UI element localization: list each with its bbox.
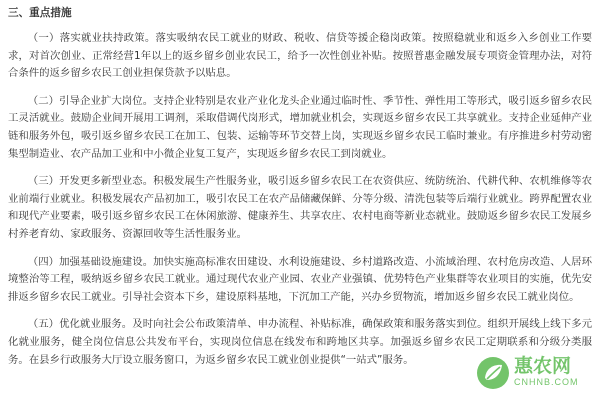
paragraph-employment-services: （五）优化就业服务。及时向社会公布政策清单、申办流程、补贴标准，确保政策和服务落实到位。组织开展线上线下多元化就业服务，健全岗位信息公共发布平台，实现岗位信息在线发布和跨地区共享。加强返乡留乡农民工定期联系和分级分类服务。在县乡行政服务大厅设立服务窗口，为返乡留乡农民工就业创业提供“一站式”服务。 [8,318,592,366]
section-heading: 三、重点措施 [8,7,72,19]
watermark-brand-name: 惠农网 [514,355,572,377]
paragraph-new-business-forms: （三）开发更多新型业态。积极发展生产性服务业，吸引返乡留乡农民工在农资供应、统防统治、代耕代种、农机维修等农业前端行业就业。积极发展农产品初加工，吸引农民工在农产品储藏保鲜、分等分级、清洗包装等后端行业就业。跨界配置农业和现代产业要素，吸引返乡留乡农民工在休闲旅游、健康养生、共享农庄、农村电商等新业态就业。鼓励返乡留乡农民工发展乡村养老育幼、家政服务、资源回收等生活性服务业。 [8,175,592,240]
paragraph-infrastructure: （四）加强基础设施建设。加快实施高标准农田建设、水利设施建设、乡村道路改造、小流域治理、农村危房改造、人居环境整治等工程，吸纳返乡留乡农民工就业。通过现代农业产业园、农业产业强镇、优势特色产业集群等农业项目的实施，优先安排返乡留乡农民工就业。引导社会资本下乡，建设原料基地，下沉加工产能，兴办乡贸物流，增加返乡留乡农民工就业岗位。 [8,255,592,303]
watermark-url: CNHNB.COM [514,377,579,387]
cnhnb-leaf-logo-icon [476,356,510,390]
site-watermark [476,354,596,392]
paragraph-enterprise-jobs: （二）引导企业扩大岗位。支持企业特别是农业产业化龙头企业通过临时性、季节性、弹性用工等形式，吸引返乡留乡农民工灵活就业。鼓励企业间开展用工调剂，采取借调代岗形式，增加就业机会，实现返乡留乡农民工共享就业。支持企业延伸产业链和服务外包，吸引返乡留乡农民工在加工、包装、运输等环节交替上岗，实现返乡留乡农民工临时兼业。有序推进乡村劳动密集型制造业、农产品加工业和中小微企业复工复产，实现返乡留乡农民工到岗就业。 [8,94,592,160]
paragraph-employment-policy: （一）落实就业扶持政策。落实吸纳农民工就业的财政、税收、信贷等援企稳岗政策。按照稳就业和返乡入乡创业工作要求，对首次创业、正常经营1年以上的返乡留乡创业农民工，给予一次性创业补贴。按照普惠金融发展专项资金管理办法，对符合条件的返乡留乡农民工创业担保贷款予以贴息。 [8,32,592,80]
